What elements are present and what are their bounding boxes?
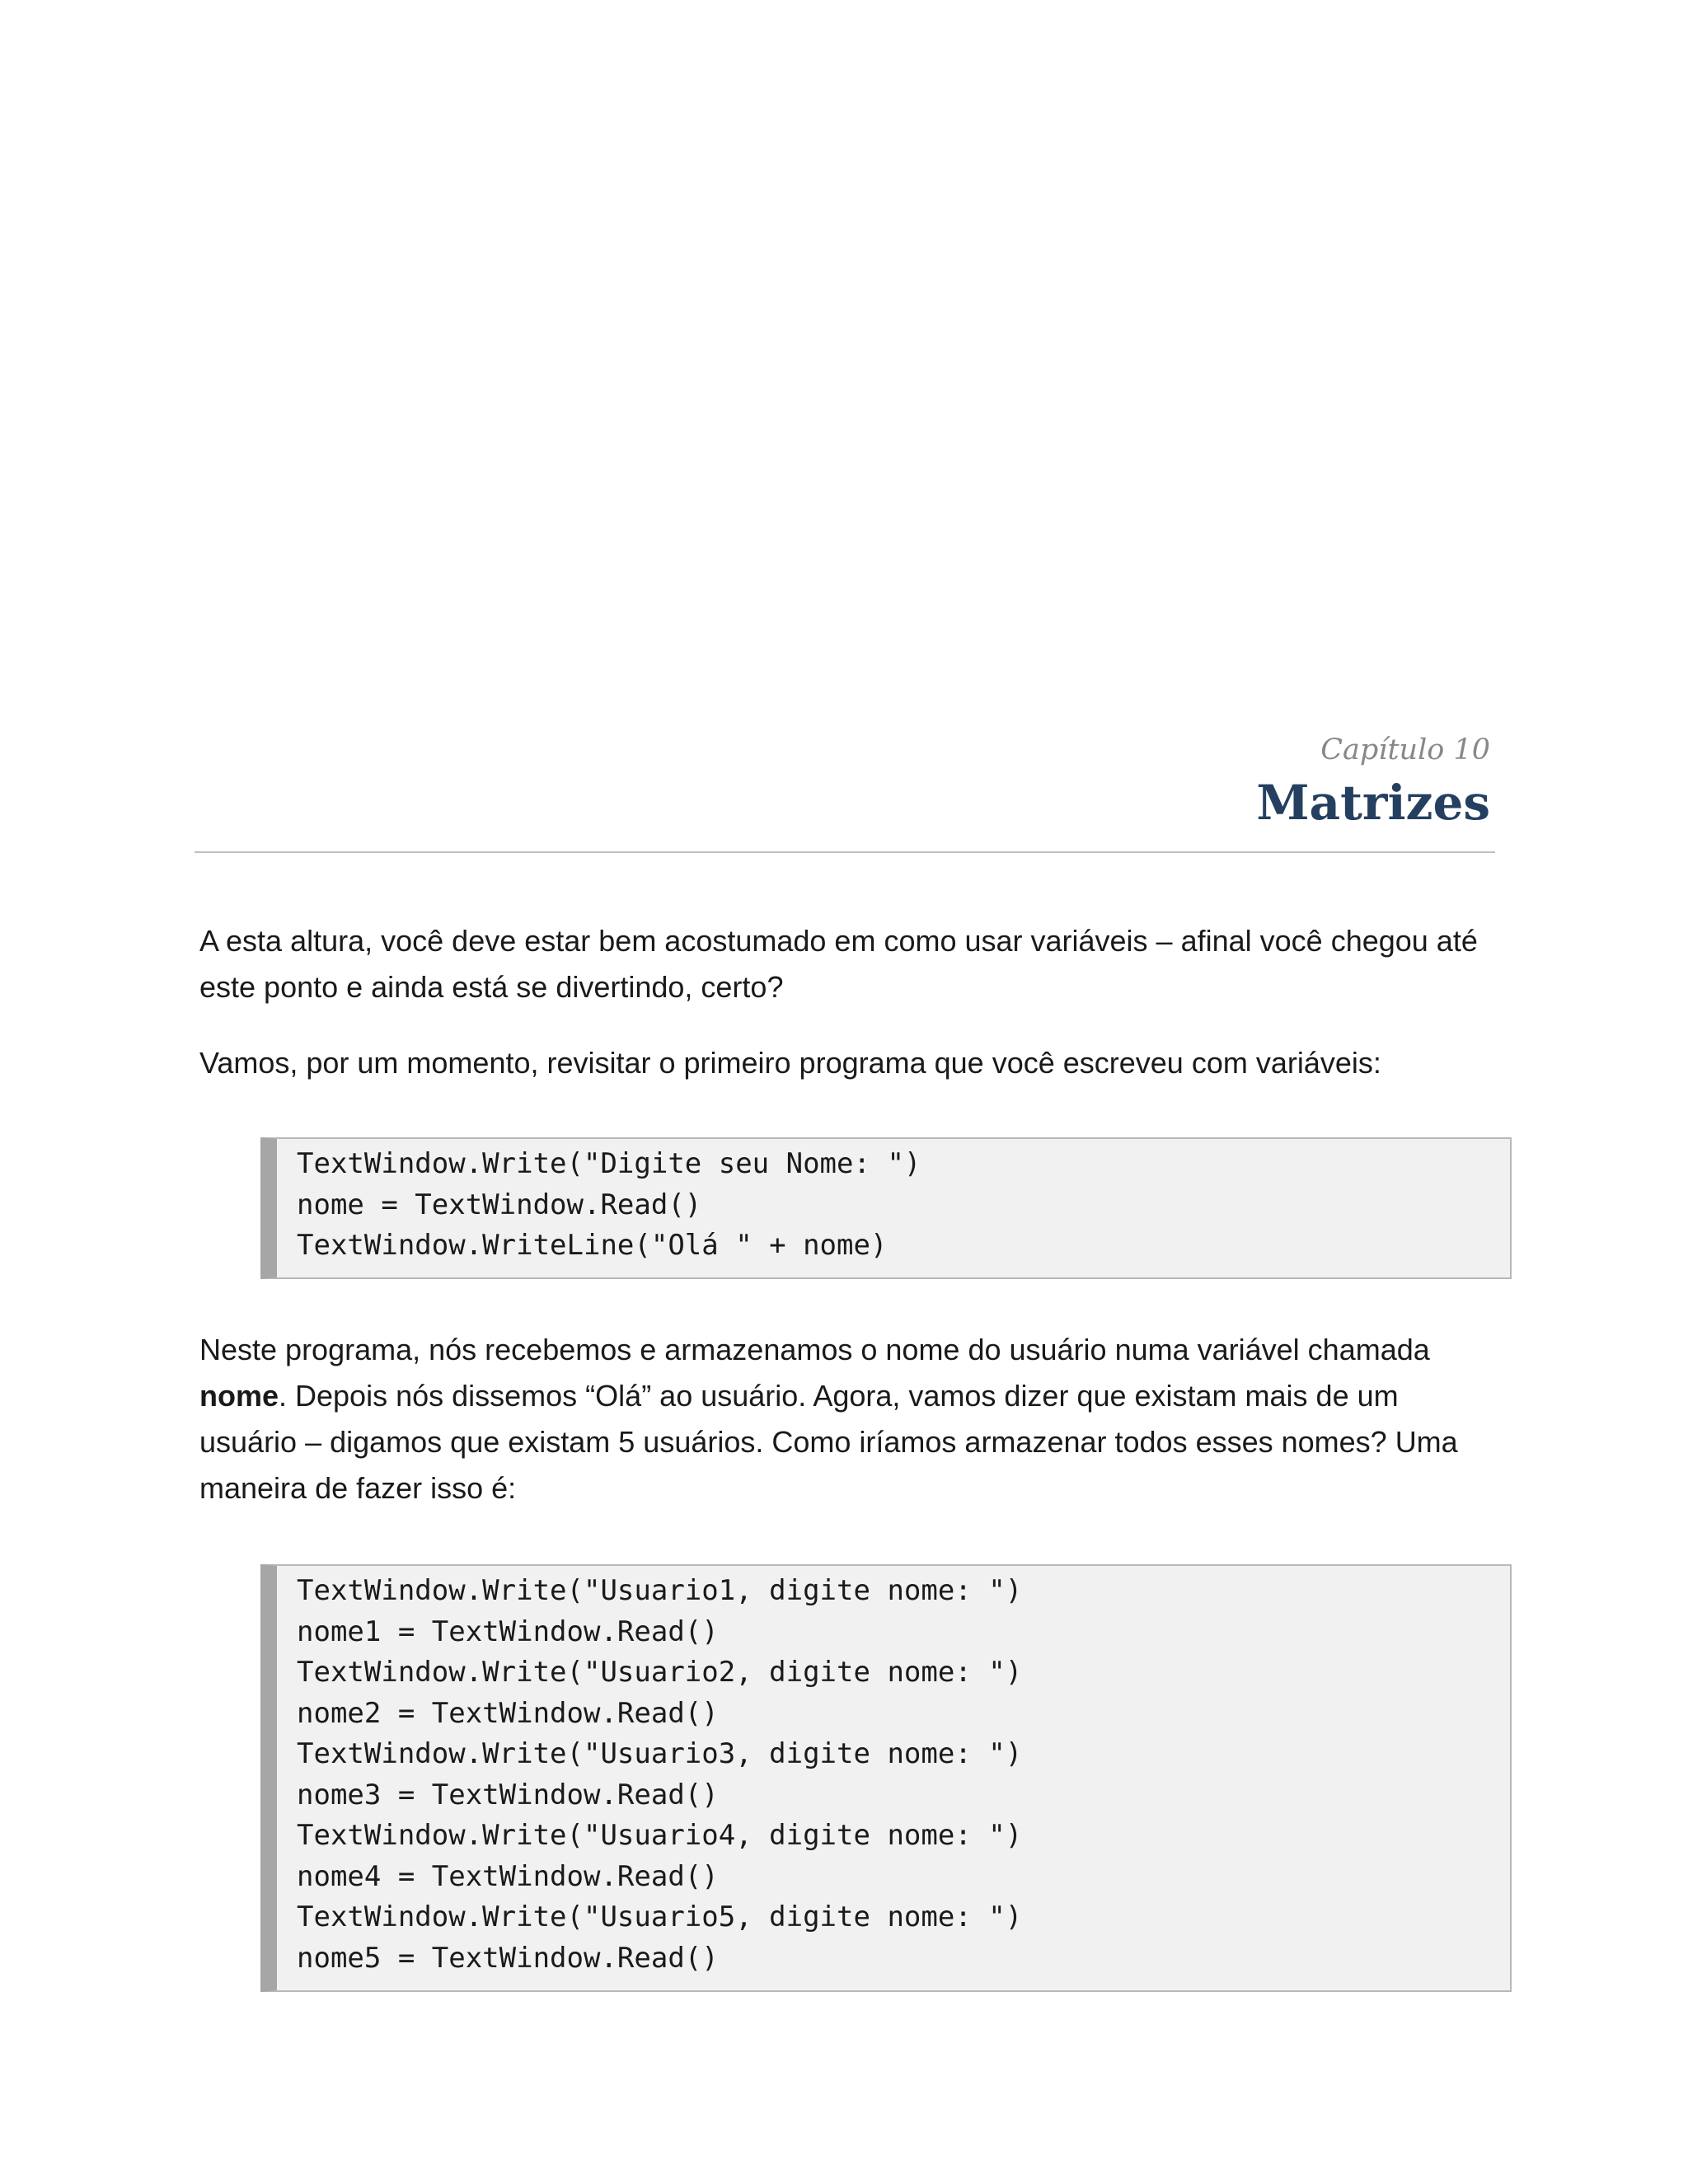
code-line: nome4 = TextWindow.Read() xyxy=(297,1859,719,1893)
explanation-text-start: Neste programa, nós recebemos e armazenamos o nome do usuário numa variável chamada xyxy=(199,1333,1430,1366)
code-line: nome1 = TextWindow.Read() xyxy=(297,1615,719,1648)
explanation-text-end: . Depois nós dissemos “Olá” ao usuário. Agora, vamos dizer que existam mais de um usuário – digamos que existam 5 usuários. Como iríamos armazenar todos esses nomes? Uma maneira de fazer isso é: xyxy=(199,1379,1458,1505)
code-line: TextWindow.Write("Usuario2, digite nome: ") xyxy=(297,1656,1023,1689)
code-block-first-program xyxy=(260,1137,1512,1279)
code-line: nome3 = TextWindow.Read() xyxy=(297,1778,719,1811)
code-line: nome = TextWindow.Read() xyxy=(297,1188,702,1221)
revisit-paragraph: Vamos, por um momento, revisitar o primeiro programa que você escreveu com variáveis: xyxy=(199,1046,1381,1080)
code-block-five-users xyxy=(260,1564,1512,1992)
code-line: TextWindow.Write("Usuario1, digite nome: ") xyxy=(297,1574,1023,1607)
intro-paragraph: A esta altura, você deve estar bem acostumado em como usar variáveis – afinal você chegou até este ponto e ainda está se divertindo, certo? xyxy=(199,924,1478,1004)
explanation-bold-variable: nome xyxy=(199,1379,279,1413)
chapter-divider xyxy=(195,851,1495,853)
code-line: TextWindow.Write("Usuario3, digite nome: ") xyxy=(297,1737,1023,1770)
chapter-title: Matrizes xyxy=(1256,775,1490,831)
code-line: TextWindow.WriteLine("Olá " + nome) xyxy=(297,1229,888,1262)
code-line: TextWindow.Write("Usuario5, digite nome: ") xyxy=(297,1900,1023,1933)
explanation-paragraph xyxy=(199,1327,1493,1511)
code-line: nome5 = TextWindow.Read() xyxy=(297,1941,719,1975)
code-line: TextWindow.Write("Digite seu Nome: ") xyxy=(297,1147,921,1180)
code-line: nome2 = TextWindow.Read() xyxy=(297,1696,719,1730)
code-line: TextWindow.Write("Usuario4, digite nome: ") xyxy=(297,1819,1023,1852)
chapter-label: Capítulo 10 xyxy=(1320,733,1490,766)
